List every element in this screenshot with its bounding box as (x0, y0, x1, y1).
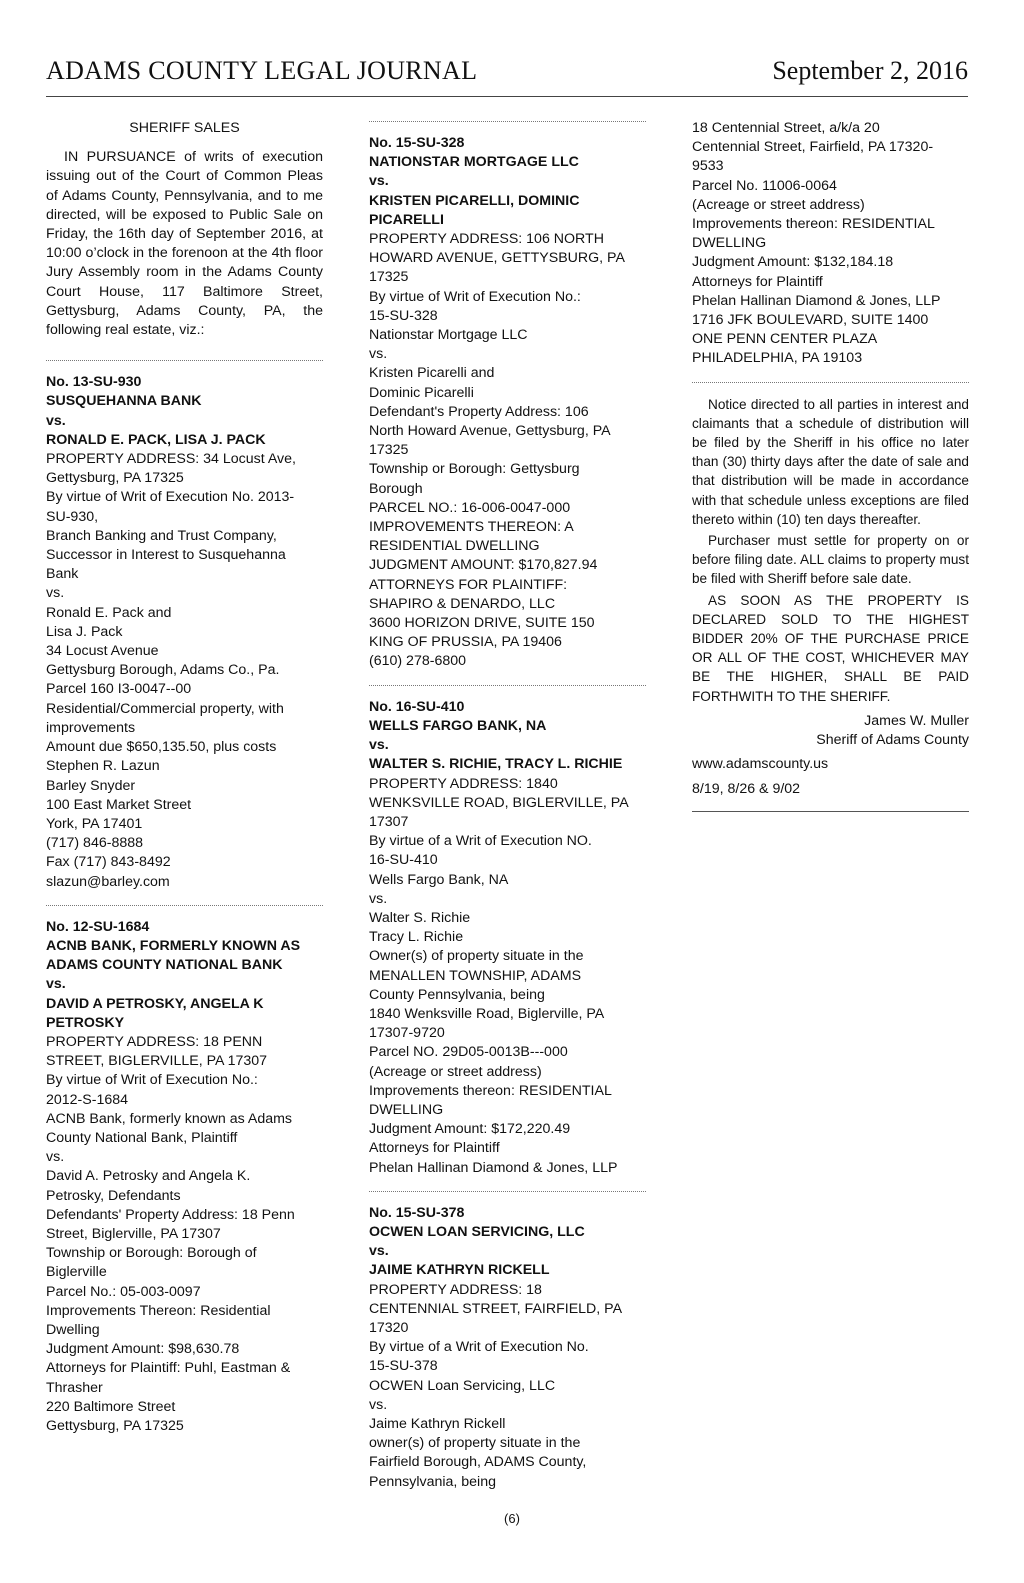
case-detail-line: 3600 HORIZON DRIVE, SUITE 150 (369, 615, 595, 632)
case-detail-line: RESIDENTIAL DWELLING (369, 538, 540, 555)
case-detail-line: Fairfield Borough, ADAMS County, (369, 1454, 587, 1471)
case-15-su-328 (369, 134, 646, 672)
case-detail-line: Petrosky, Defendants (46, 1187, 181, 1204)
separator (46, 905, 323, 906)
separator (692, 382, 969, 383)
case-detail-line: 17325 (369, 442, 409, 459)
case-detail-line: Judgment Amount: $98,630.78 (46, 1341, 240, 1358)
case-detail-line: Improvements Thereon: Residential (46, 1302, 271, 1319)
case-detail-line: Owner(s) of property situate in the (369, 948, 584, 965)
column-3 (692, 119, 969, 812)
case-detail-line: Successor in Interest to Susquehanna (46, 547, 286, 564)
case-detail-line: 9533 (692, 158, 724, 175)
case-party: SUSQUEHANNA BANK (46, 393, 202, 410)
end-rule (692, 811, 969, 812)
case-detail-line: ACNB Bank, formerly known as Adams (46, 1110, 293, 1127)
case-detail-line: (717) 846-8888 (46, 835, 144, 852)
issue-date: September 2, 2016 (772, 56, 968, 85)
journal-title: ADAMS COUNTY LEGAL JOURNAL (46, 56, 478, 85)
case-detail-line: Attorneys for Plaintiff (369, 1140, 500, 1157)
case-detail-line: Judgment Amount: $172,220.49 (369, 1121, 571, 1138)
separator (46, 360, 323, 361)
case-detail-line: WENKSVILLE ROAD, BIGLERVILLE, PA (369, 794, 629, 811)
case-detail-line: KING OF PRUSSIA, PA 19406 (369, 634, 562, 651)
case-detail-line: Dwelling (46, 1321, 100, 1338)
case-party: JAIME KATHRYN RICKELL (369, 1262, 550, 1279)
case-detail-line: Biglerville (46, 1264, 107, 1281)
case-detail-line: 34 Locust Avenue (46, 643, 159, 660)
case-detail-line: 2012-S-1684 (46, 1091, 129, 1108)
case-detail-line: By virtue of a Writ of Execution NO. (369, 833, 592, 850)
case-detail-line: vs. (46, 1149, 65, 1166)
case-detail-line: PARCEL NO.: 16-006-0047-000 (369, 499, 571, 516)
case-detail-line: Lisa J. Pack (46, 623, 123, 640)
separator (369, 685, 646, 686)
case-detail-line: PROPERTY ADDRESS: 106 NORTH (369, 231, 604, 248)
case-number: No. 13-SU-930 (46, 374, 142, 391)
case-detail-line: Centennial Street, Fairfield, PA 17320- (692, 139, 934, 156)
case-detail-line: North Howard Avenue, Gettysburg, PA (369, 423, 611, 440)
case-detail-line: DWELLING (369, 1101, 444, 1118)
case-detail-line: OCWEN Loan Servicing, LLC (369, 1377, 556, 1394)
case-detail-line: PROPERTY ADDRESS: 34 Locust Ave, (46, 451, 296, 468)
case-detail-line: County National Bank, Plaintiff (46, 1129, 238, 1146)
case-detail-line: (Acreage or street address) (369, 1063, 542, 1080)
case-detail-line: Gettysburg Borough, Adams Co., Pa. (46, 662, 280, 679)
column-1 (46, 119, 323, 1436)
case-13-su-930 (46, 373, 323, 891)
case-detail-line: PROPERTY ADDRESS: 1840 (369, 775, 558, 792)
case-detail-line: 17307-9720 (369, 1025, 445, 1042)
notice-block (692, 395, 969, 706)
case-detail-line: 17307 (369, 813, 409, 830)
case-detail-line: Wells Fargo Bank, NA (369, 871, 509, 888)
case-detail-line: 100 East Market Street (46, 796, 192, 813)
page-number: (6) (504, 1511, 520, 1526)
case-detail-line: David A. Petrosky and Angela K. (46, 1168, 251, 1185)
sheriff-title: Sheriff of Adams County (816, 732, 969, 749)
case-detail-line: Improvements thereon: RESIDENTIAL (369, 1082, 612, 1099)
case-12-su-1684 (46, 918, 323, 1436)
case-detail-line: Residential/Commercial property, with (46, 700, 284, 717)
case-detail-line: MENALLEN TOWNSHIP, ADAMS (369, 967, 582, 984)
separator (369, 1191, 646, 1192)
notice-distribution: Notice directed to all parties in interest and claimants that a schedule of distribution will be filed by the Sheriff in his office no later than (30) thirty days after the date of sale and that distribution will be made in accordance with that schedule unless exceptions are filed thereto within (10) ten days thereafter. (692, 396, 969, 527)
case-detail-line: STREET, BIGLERVILLE, PA 17307 (46, 1053, 268, 1070)
case-detail-line: Parcel NO. 29D05-0013B---000 (369, 1044, 568, 1061)
case-detail-line: slazun@barley.com (46, 873, 170, 890)
case-detail-line: Attorneys for Plaintiff (692, 273, 823, 290)
case-detail-line: County Pennsylvania, being (369, 986, 545, 1003)
case-detail-line: Dominic Picarelli (369, 384, 474, 401)
case-party: vs. (369, 173, 389, 190)
intro-paragraph: IN PURSUANCE of writs of execution issuing out of the Court of Common Pleas of Adams County, Pennsylvania, and to me directed, will be exposed to Public Sale on Friday, the 16th day of September 2016, at 10:00 o’clock in the forenoon at the 4th floor Jury Assembly room in the Adams County Court House, 117 Baltimore Street, Gettysburg, Adams County, PA, the following real estate, viz.: (46, 149, 323, 339)
case-detail-line: By virtue of Writ of Execution No.: (369, 288, 581, 305)
sheriff-name: James W. Muller (864, 712, 969, 729)
case-detail-line: 17320 (369, 1319, 409, 1336)
case-detail-line: Fax (717) 843-8492 (46, 854, 171, 871)
case-detail-line: Stephen R. Lazun (46, 758, 160, 775)
case-detail-line: IMPROVEMENTS THEREON: A (369, 519, 574, 536)
case-party: vs. (46, 412, 66, 429)
case-party: KRISTEN PICARELLI, DOMINIC (369, 192, 580, 209)
case-detail-line: By virtue of a Writ of Execution No. (369, 1339, 589, 1356)
case-detail-line: PHILADELPHIA, PA 19103 (692, 350, 863, 367)
case-detail-line: Attorneys for Plaintiff: Puhl, Eastman & (46, 1360, 291, 1377)
case-detail-line: owner(s) of property situate in the (369, 1435, 581, 1452)
case-detail-line: Street, Biglerville, PA 17307 (46, 1225, 221, 1242)
publication-dates: 8/19, 8/26 & 9/02 (692, 780, 801, 797)
case-detail-line: Defendant's Property Address: 106 (369, 403, 589, 420)
page-header (46, 52, 968, 97)
case-detail-line: Branch Banking and Trust Company, (46, 527, 277, 544)
case-detail-line: York, PA 17401 (46, 815, 143, 832)
case-detail-line: 15-SU-328 (369, 307, 438, 324)
case-detail-line: (Acreage or street address) (692, 196, 865, 213)
case-detail-line: Borough (369, 480, 423, 497)
case-detail-line: 15-SU-378 (369, 1358, 438, 1375)
case-number: No. 12-SU-1684 (46, 918, 150, 935)
case-detail-line: vs. (369, 890, 388, 907)
case-detail-line: Parcel 160 I3-0047--00 (46, 681, 192, 698)
case-detail-line: Township or Borough: Borough of (46, 1245, 257, 1262)
case-15-su-378-continued (692, 119, 969, 369)
case-detail-line: SU-930, (46, 508, 99, 525)
case-detail-line: Bank (46, 566, 79, 583)
case-detail-line: 1716 JFK BOULEVARD, SUITE 1400 (692, 312, 929, 329)
case-party: ADAMS COUNTY NATIONAL BANK (46, 957, 283, 974)
case-16-su-410 (369, 698, 646, 1178)
case-detail-line: Gettysburg, PA 17325 (46, 470, 184, 487)
case-detail-line: HOWARD AVENUE, GETTYSBURG, PA (369, 250, 625, 267)
case-detail-line: (610) 278-6800 (369, 653, 467, 670)
website-link[interactable]: www.adamscounty.us (692, 756, 829, 773)
case-detail-line: Gettysburg, PA 17325 (46, 1418, 184, 1434)
case-detail-line: Kristen Picarelli and (369, 365, 495, 382)
case-party: ACNB BANK, FORMERLY KNOWN AS (46, 937, 301, 954)
case-15-su-378 (369, 1204, 646, 1492)
case-party: OCWEN LOAN SERVICING, LLC (369, 1223, 585, 1240)
case-detail-line: ATTORNEYS FOR PLAINTIFF: (369, 576, 568, 593)
case-detail-line: 17325 (369, 269, 409, 286)
case-detail-line: CENTENNIAL STREET, FAIRFIELD, PA (369, 1300, 623, 1317)
section-heading: SHERIFF SALES (129, 120, 240, 136)
case-detail-line: 1840 Wenksville Road, Biglerville, PA (369, 1005, 605, 1022)
case-detail-line: Walter S. Richie (369, 909, 471, 926)
case-detail-line: 16-SU-410 (369, 852, 438, 869)
case-detail-line: ONE PENN CENTER PLAZA (692, 331, 878, 348)
separator (369, 121, 646, 122)
case-detail-line: vs. (369, 1396, 388, 1413)
case-detail-line: Improvements thereon: RESIDENTIAL (692, 216, 935, 233)
notice-payment: AS SOON AS THE PROPERTY IS DECLARED SOLD TO THE HIGHEST BIDDER 20% OF THE PURCHASE PRICE OR ALL OF THE COST, WHICHEVER MAY BE THE HIGHER, SHALL BE PAID FORTHWITH TO THE SHERIFF. (692, 592, 969, 704)
case-detail-line: improvements (46, 719, 136, 736)
case-detail-line: 220 Baltimore Street (46, 1398, 176, 1415)
case-detail-line: Defendants' Property Address: 18 Penn (46, 1206, 295, 1223)
case-number: No. 16-SU-410 (369, 698, 465, 715)
case-party: NATIONSTAR MORTGAGE LLC (369, 154, 579, 171)
case-party: vs. (369, 737, 389, 754)
case-party: RONALD E. PACK, LISA J. PACK (46, 431, 266, 448)
case-detail-line: Thrasher (46, 1379, 103, 1396)
case-party: WALTER S. RICHIE, TRACY L. RICHIE (369, 756, 623, 773)
case-detail-line: Jaime Kathryn Rickell (369, 1416, 506, 1432)
column-2 (369, 119, 646, 1492)
case-detail-line: Pennsylvania, being (369, 1473, 496, 1490)
case-detail-line: PROPERTY ADDRESS: 18 PENN (46, 1033, 263, 1050)
case-detail-line: Ronald E. Pack and (46, 604, 172, 621)
case-detail-line: PROPERTY ADDRESS: 18 (369, 1281, 542, 1298)
case-detail-line: Phelan Hallinan Diamond & Jones, LLP (692, 292, 941, 309)
case-detail-line: Nationstar Mortgage LLC (369, 327, 528, 344)
case-detail-line: Township or Borough: Gettysburg (369, 461, 580, 478)
case-detail-line: vs. (369, 346, 388, 363)
case-number: No. 15-SU-328 (369, 135, 465, 151)
case-detail-line: Phelan Hallinan Diamond & Jones, LLP (369, 1159, 618, 1176)
case-party: PETROSKY (46, 1014, 125, 1031)
case-party: vs. (369, 1243, 389, 1260)
case-detail-line: Barley Snyder (46, 777, 136, 794)
case-party: DAVID A PETROSKY, ANGELA K (46, 995, 264, 1012)
case-detail-line: vs. (46, 585, 65, 602)
case-party: vs. (46, 976, 66, 993)
case-party: WELLS FARGO BANK, NA (369, 717, 547, 734)
case-number: No. 15-SU-378 (369, 1204, 465, 1221)
case-party: PICARELLI (369, 211, 444, 228)
case-detail-line: Tracy L. Richie (369, 929, 464, 946)
case-detail-line: Amount due $650,135.50, plus costs (46, 739, 277, 756)
case-detail-line: Parcel No.: 05-003-0097 (46, 1283, 201, 1300)
case-detail-line: JUDGMENT AMOUNT: $170,827.94 (369, 557, 598, 574)
case-detail-line: Parcel No. 11006-0064 (692, 177, 837, 194)
notice-settlement: Purchaser must settle for property on or before filing date. ALL claims to property must be filed with Sheriff before sale date. (692, 533, 969, 587)
case-detail-line: Judgment Amount: $132,184.18 (692, 254, 894, 271)
case-detail-line: 18 Centennial Street, a/k/a 20 (692, 120, 880, 136)
case-detail-line: SHAPIRO & DENARDO, LLC (369, 595, 556, 612)
case-detail-line: By virtue of Writ of Execution No. 2013- (46, 489, 295, 506)
case-detail-line: DWELLING (692, 235, 767, 252)
case-detail-line: By virtue of Writ of Execution No.: (46, 1072, 258, 1089)
